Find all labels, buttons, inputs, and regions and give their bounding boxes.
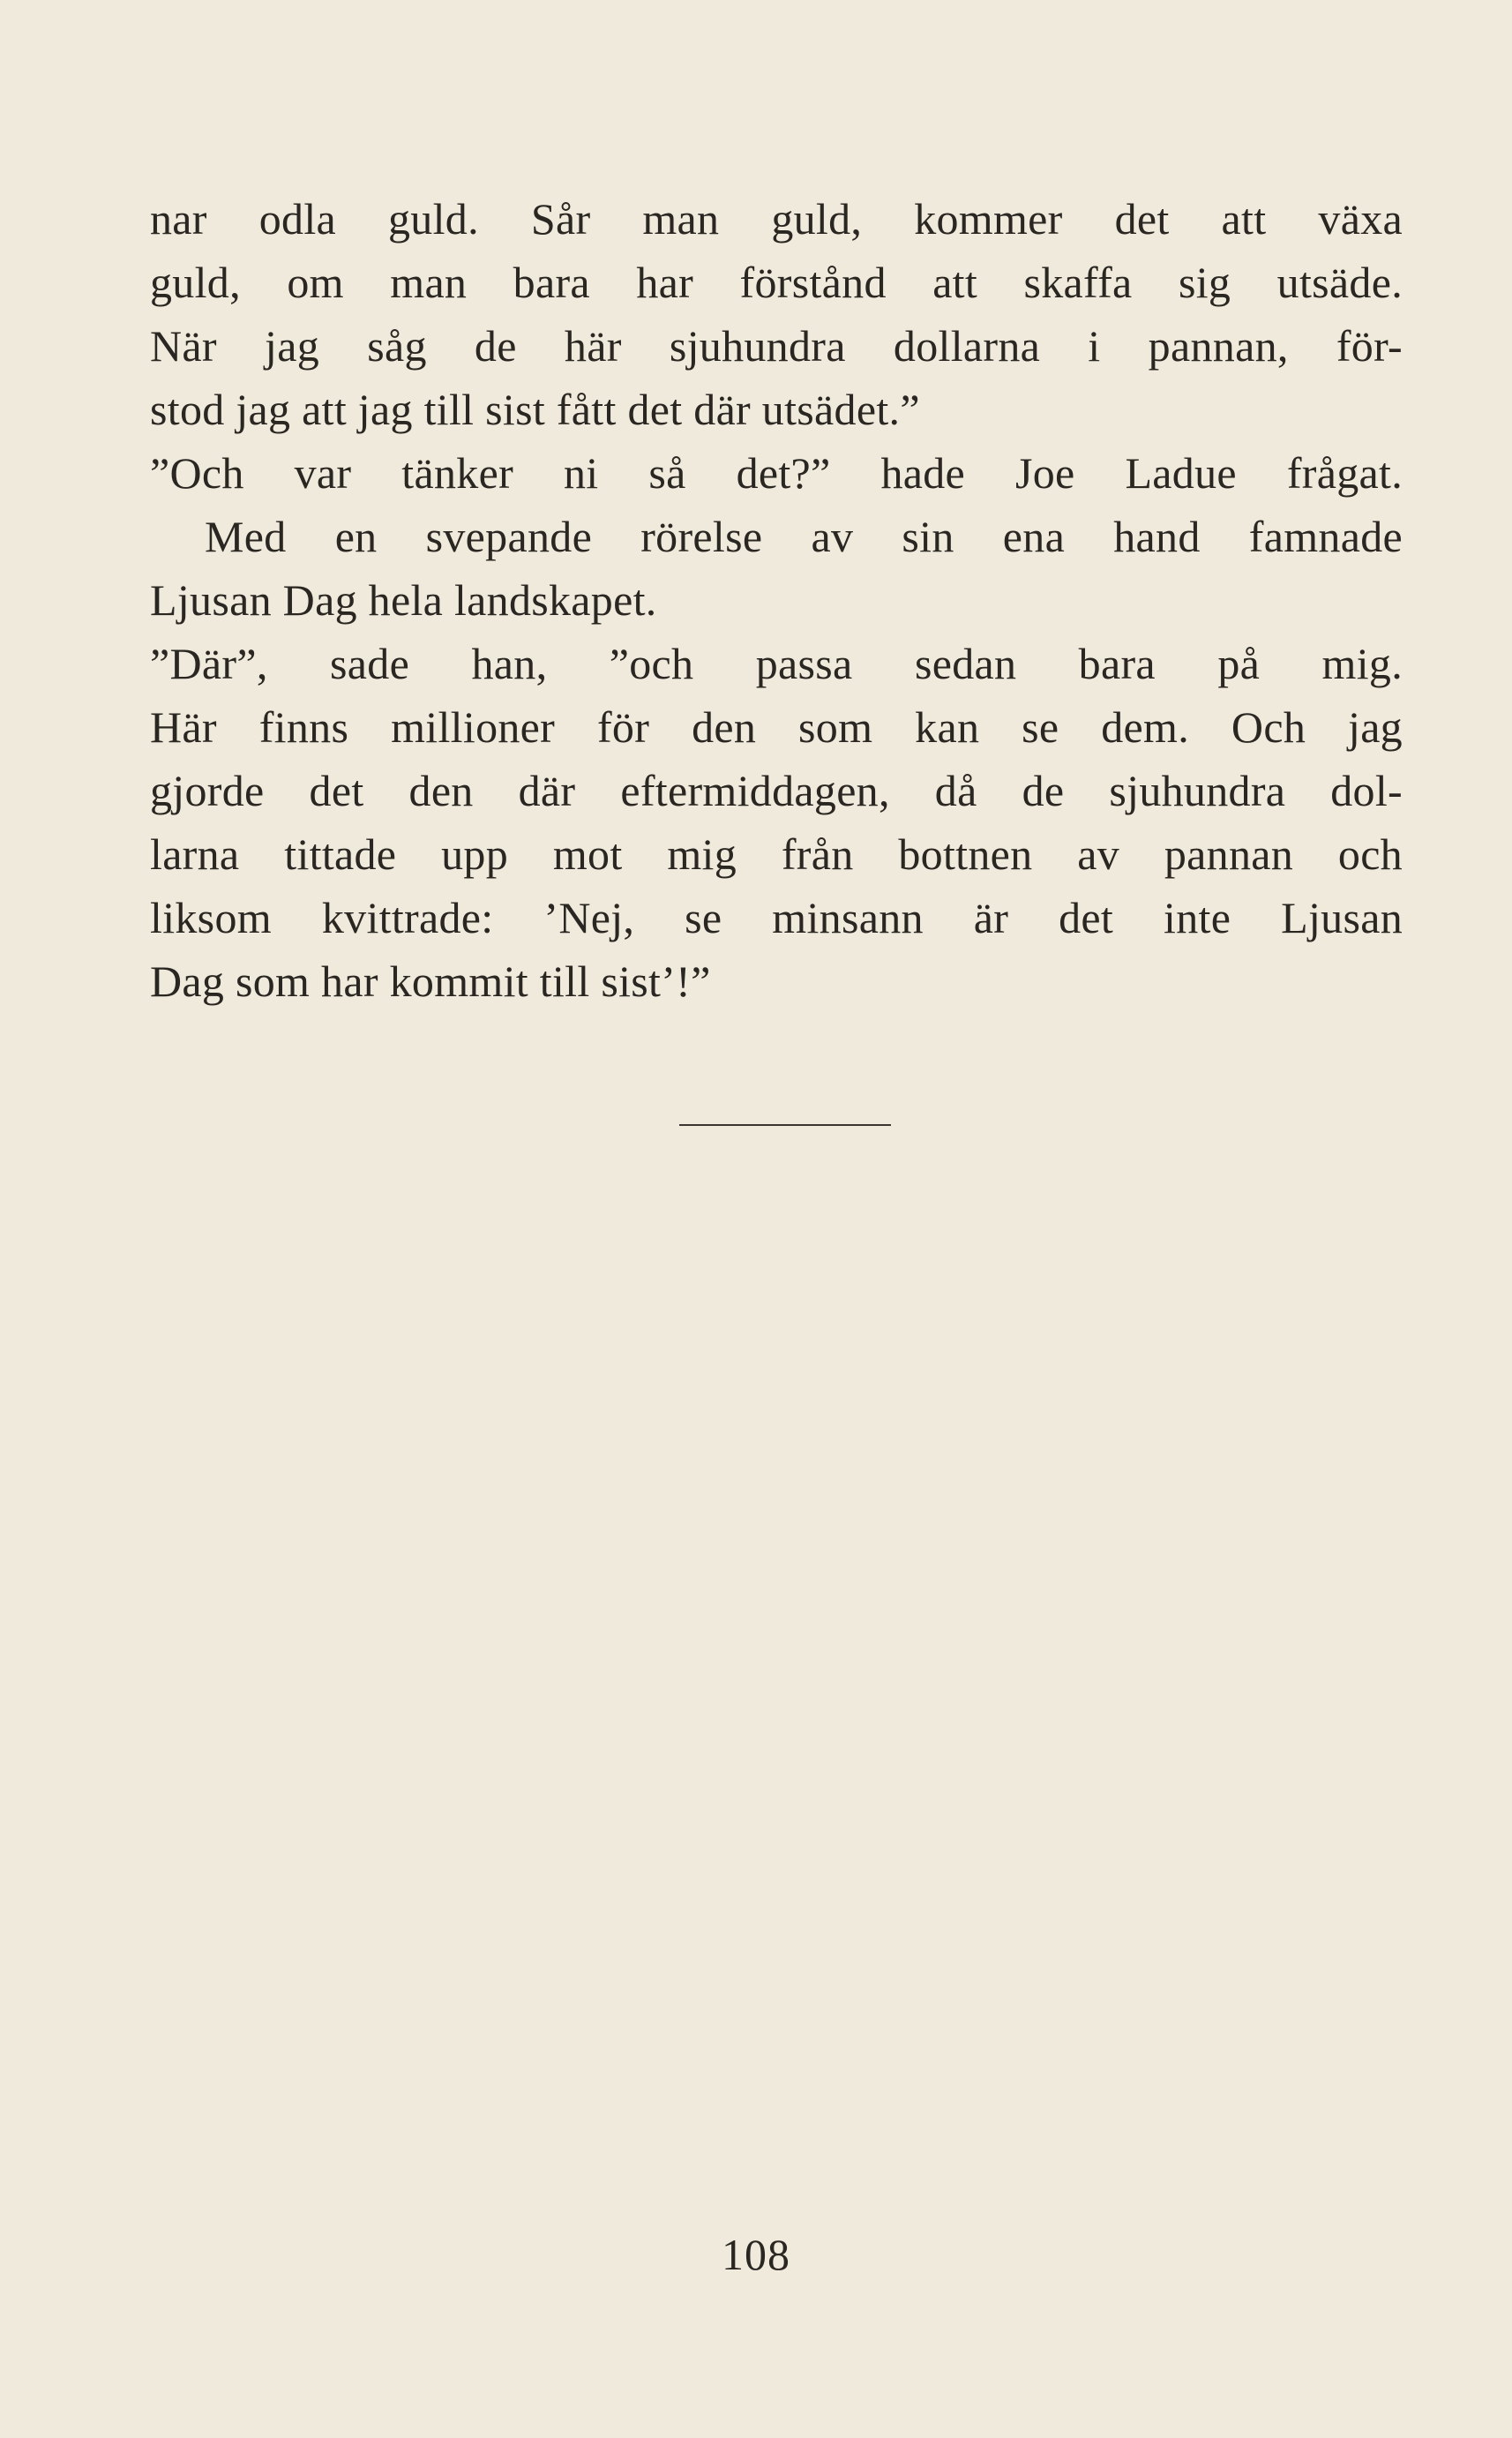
text-line: Här finns millioner för den som kan se dem. Och jag xyxy=(150,702,1403,752)
text-line: larna tittade upp mot mig från bottnen av pannan och xyxy=(150,829,1403,879)
text-line: Med en svepande rörelse av sin ena hand famnade xyxy=(205,512,1403,561)
text-line: När jag såg de här sjuhundra dollarna i pannan, för- xyxy=(150,321,1403,371)
text-line: Ljusan Dag hela landskapet. xyxy=(150,575,657,625)
page-number: 108 xyxy=(722,2230,790,2279)
section-divider xyxy=(679,1124,891,1126)
text-line: stod jag att jag till sist fått det där utsädet.” xyxy=(150,385,920,434)
text-line: guld, om man bara har förstånd att skaffa sig utsäde. xyxy=(150,258,1403,307)
body-text xyxy=(150,187,1403,1013)
text-line: liksom kvittrade: ’Nej, se minsann är det inte Ljusan xyxy=(150,893,1403,942)
text-line: ”Och var tänker ni så det?” hade Joe Ladue frågat. xyxy=(150,448,1403,498)
text-line: gjorde det den där eftermiddagen, då de sjuhundra dol- xyxy=(150,766,1403,815)
text-line: nar odla guld. Sår man guld, kommer det att växa xyxy=(150,194,1403,244)
text-line: Dag som har kommit till sist’!” xyxy=(150,956,711,1006)
text-line: ”Där”, sade han, ”och passa sedan bara på mig. xyxy=(150,639,1403,688)
